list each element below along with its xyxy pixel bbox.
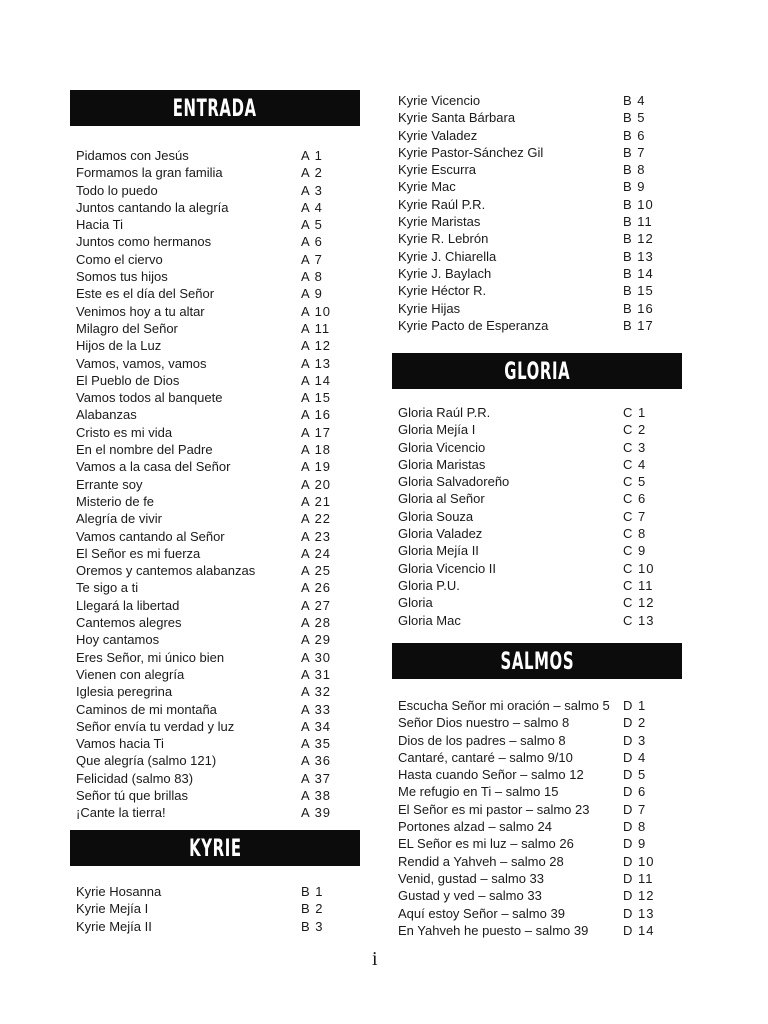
song-code: A 33 (301, 701, 332, 717)
song-row (76, 900, 360, 917)
song-row (76, 545, 360, 562)
song-row (398, 783, 682, 800)
song-row (398, 525, 682, 542)
song-title: Milagro del Señor (76, 320, 178, 336)
song-list-kyrie-continued (398, 92, 682, 334)
song-row (76, 631, 360, 648)
song-code: A 37 (301, 770, 332, 786)
song-title: Gloria Maristas (398, 456, 486, 472)
song-code: A 15 (301, 390, 332, 406)
song-title: En el nombre del Padre (76, 442, 213, 458)
song-code: C 4 (623, 456, 647, 472)
song-title: Gloria (398, 595, 433, 611)
song-title: Todo lo puedo (76, 182, 158, 198)
song-title: Portones alzad – salmo 24 (398, 819, 552, 835)
song-title: El Pueblo de Dios (76, 372, 180, 388)
song-title: Vamos a la casa del Señor (76, 459, 231, 475)
song-row (76, 406, 360, 423)
song-title: Kyrie R. Lebrón (398, 231, 489, 247)
song-code: A 8 (301, 269, 323, 285)
song-title: Señor Dios nuestro – salmo 8 (398, 715, 570, 731)
song-code: D 3 (623, 732, 647, 748)
song-title: Kyrie Hijas (398, 300, 461, 316)
song-code: C 6 (623, 491, 647, 507)
song-row (398, 853, 682, 870)
song-code: A 32 (301, 684, 332, 700)
song-title: Kyrie J. Chiarella (398, 248, 497, 264)
song-row (398, 766, 682, 783)
song-title: Llegará la libertad (76, 597, 180, 613)
song-title: Felicidad (salmo 83) (76, 770, 194, 786)
song-row (76, 735, 360, 752)
song-code: A 13 (301, 355, 332, 371)
song-title: Kyrie Hosanna (76, 884, 162, 899)
song-title: Gloria P.U. (398, 577, 460, 593)
song-code: B 10 (623, 196, 654, 212)
song-list-gloria (398, 404, 682, 629)
song-row (76, 804, 360, 821)
song-title: Venimos hoy a tu altar (76, 303, 205, 319)
song-code: A 25 (301, 563, 332, 579)
song-row (76, 233, 360, 250)
song-title: Cantemos alegres (76, 615, 182, 631)
song-code: A 28 (301, 615, 332, 631)
song-row (398, 560, 682, 577)
song-code: B 14 (623, 265, 654, 281)
song-title: Kyrie Valadez (398, 127, 478, 143)
song-code: B 9 (623, 179, 646, 195)
song-title: Señor envía tu verdad y luz (76, 718, 235, 734)
song-row (398, 887, 682, 904)
song-code: D 14 (623, 922, 655, 938)
song-code: C 3 (623, 439, 647, 455)
song-row (398, 835, 682, 852)
song-row (398, 161, 682, 178)
song-title: Vamos hacia Ti (76, 736, 164, 752)
song-code: C 5 (623, 474, 647, 490)
song-code: A 26 (301, 580, 332, 596)
song-row (398, 456, 682, 473)
song-code: A 7 (301, 251, 323, 267)
section-header-gloria (392, 353, 682, 389)
song-title: Hijos de la Luz (76, 338, 162, 354)
section-header-salmos (392, 643, 682, 679)
song-row (398, 127, 682, 144)
song-row (398, 473, 682, 490)
song-title: Gloria Salvadoreño (398, 474, 510, 490)
song-code: A 14 (301, 372, 332, 388)
song-code: D 5 (623, 767, 647, 783)
song-row (76, 251, 360, 268)
song-code: A 17 (301, 424, 332, 440)
song-title: Iglesia peregrina (76, 684, 173, 700)
song-title: Pidamos con Jesús (76, 148, 189, 163)
song-title: Gustad y ved – salmo 33 (398, 888, 542, 904)
song-title: Hasta cuando Señor – salmo 12 (398, 767, 584, 783)
song-code: C 13 (623, 612, 655, 628)
song-code: A 34 (301, 718, 332, 734)
song-title: Kyrie Mejía II (76, 918, 152, 934)
song-code: B 8 (623, 162, 646, 178)
song-title: Gloria Valadez (398, 526, 483, 542)
song-title: Juntos como hermanos (76, 234, 212, 250)
song-row (76, 372, 360, 389)
song-code: D 11 (623, 870, 654, 886)
song-code: A 38 (301, 787, 332, 803)
page-number: i (372, 948, 378, 970)
song-code: A 39 (301, 805, 332, 821)
song-row (76, 476, 360, 493)
song-code: B 16 (623, 300, 654, 316)
song-row (76, 164, 360, 181)
song-code: C 11 (623, 577, 654, 593)
song-code: D 8 (623, 819, 647, 835)
song-row (398, 542, 682, 559)
song-code: A 16 (301, 407, 332, 423)
song-code: B 2 (301, 901, 324, 917)
song-code: B 13 (623, 248, 654, 264)
song-title: Dios de los padres – salmo 8 (398, 732, 566, 748)
song-title: Kyrie Maristas (398, 214, 481, 230)
song-code: C 7 (623, 508, 647, 524)
song-title: Gloria Mejía I (398, 422, 476, 438)
song-row (398, 213, 682, 230)
song-row (398, 144, 682, 161)
song-code: D 1 (623, 698, 647, 713)
song-code: D 6 (623, 784, 647, 800)
song-row (76, 199, 360, 216)
song-row (398, 317, 682, 334)
song-title: Vamos, vamos, vamos (76, 355, 207, 371)
song-list-kyrie (76, 883, 360, 935)
section-header-entrada (70, 90, 360, 126)
song-code: B 6 (623, 127, 646, 143)
song-row (398, 230, 682, 247)
song-code: B 11 (623, 214, 653, 230)
song-title: Alabanzas (76, 407, 137, 423)
song-row (76, 683, 360, 700)
song-code: A 12 (301, 338, 332, 354)
song-title: Kyrie Mejía I (76, 901, 149, 917)
song-title: Venid, gustad – salmo 33 (398, 870, 544, 886)
song-row (76, 285, 360, 302)
song-code: D 7 (623, 801, 647, 817)
song-code: A 31 (301, 666, 332, 682)
song-code: B 1 (301, 884, 324, 899)
song-title: Gloria Souza (398, 508, 474, 524)
song-code: A 22 (301, 511, 332, 527)
song-row (398, 490, 682, 507)
song-title: Somos tus hijos (76, 269, 168, 285)
song-row (398, 508, 682, 525)
song-row (398, 594, 682, 611)
song-title: Gloria Vicencio (398, 439, 486, 455)
song-row (398, 922, 682, 939)
section-header-kyrie (70, 830, 360, 866)
song-title: Kyrie Pacto de Esperanza (398, 317, 549, 333)
song-code: A 18 (301, 442, 332, 458)
song-row (76, 718, 360, 735)
song-title: Errante soy (76, 476, 143, 492)
song-title: Kyrie Mac (398, 179, 456, 195)
song-title: Caminos de mi montaña (76, 701, 217, 717)
song-row (398, 697, 682, 714)
song-row (398, 612, 682, 629)
song-title: Hoy cantamos (76, 632, 160, 648)
song-code: A 6 (301, 234, 323, 250)
song-title: Juntos cantando la alegría (76, 199, 229, 215)
song-title: Kyrie Escurra (398, 162, 477, 178)
song-title: Señor tú que brillas (76, 787, 189, 803)
song-row (76, 510, 360, 527)
song-row (76, 666, 360, 683)
song-row (76, 579, 360, 596)
song-code: D 12 (623, 888, 655, 904)
song-title: Vienen con alegría (76, 666, 185, 682)
song-code: B 17 (623, 317, 654, 333)
song-row (398, 714, 682, 731)
song-row (76, 918, 360, 935)
song-title: ¡Cante la tierra! (76, 805, 166, 821)
song-code: A 1 (301, 148, 323, 163)
song-code: D 10 (623, 853, 655, 869)
song-title: Hacia Ti (76, 217, 123, 233)
song-code: C 9 (623, 543, 647, 559)
song-row (398, 732, 682, 749)
song-row (398, 178, 682, 195)
song-title: Kyrie Héctor R. (398, 283, 487, 299)
song-list-entrada (76, 147, 360, 822)
song-code: D 13 (623, 905, 655, 921)
song-row (76, 614, 360, 631)
song-row (398, 300, 682, 317)
song-code: D 2 (623, 715, 647, 731)
song-title: Kyrie Raúl P.R. (398, 196, 486, 212)
song-title: El Señor es mi pastor – salmo 23 (398, 801, 590, 817)
song-title: Gloria Raúl P.R. (398, 405, 491, 420)
song-code: A 29 (301, 632, 332, 648)
song-code: B 4 (623, 93, 646, 108)
section-title-salmos: SALMOS (500, 647, 574, 675)
song-title: Alegría de vivir (76, 511, 162, 527)
song-title: Rendid a Yahveh – salmo 28 (398, 853, 564, 869)
song-code: A 19 (301, 459, 332, 475)
song-code: A 4 (301, 199, 323, 215)
song-row (398, 870, 682, 887)
song-title: Vamos todos al banquete (76, 390, 223, 406)
song-code: C 2 (623, 422, 647, 438)
song-code: A 5 (301, 217, 323, 233)
song-row (76, 528, 360, 545)
song-row (76, 493, 360, 510)
song-row (398, 404, 682, 421)
song-title: Te sigo a ti (76, 580, 139, 596)
song-row (76, 389, 360, 406)
song-row (398, 905, 682, 922)
song-code: A 24 (301, 545, 332, 561)
section-title-entrada: ENTRADA (173, 94, 257, 122)
song-code: A 23 (301, 528, 332, 544)
song-code: A 20 (301, 476, 332, 492)
song-row (76, 320, 360, 337)
song-title: Kyrie Santa Bárbara (398, 110, 516, 126)
song-row (76, 147, 360, 164)
song-row (76, 597, 360, 614)
song-code: C 12 (623, 595, 655, 611)
song-row (398, 196, 682, 213)
song-code: C 1 (623, 405, 647, 420)
song-title: Aquí estoy Señor – salmo 39 (398, 905, 565, 921)
song-row (398, 577, 682, 594)
song-title: Este es el día del Señor (76, 286, 215, 302)
song-row (398, 749, 682, 766)
song-row (76, 701, 360, 718)
song-row (398, 265, 682, 282)
song-code: A 2 (301, 165, 323, 181)
section-title-kyrie: KYRIE (188, 834, 242, 862)
song-code: C 10 (623, 560, 655, 576)
song-row (398, 818, 682, 835)
song-row (76, 337, 360, 354)
song-row (76, 883, 360, 900)
song-title: Formamos la gran familia (76, 165, 223, 181)
song-row (76, 770, 360, 787)
song-row (76, 458, 360, 475)
song-code: A 10 (301, 303, 332, 319)
song-title: Escucha Señor mi oración – salmo 5 (398, 698, 610, 713)
song-code: B 15 (623, 283, 654, 299)
song-row (398, 92, 682, 109)
song-title: Kyrie J. Baylach (398, 265, 492, 281)
song-title: Oremos y cantemos alabanzas (76, 563, 256, 579)
song-title: Eres Señor, mi único bien (76, 649, 225, 665)
song-title: Me refugio en Ti – salmo 15 (398, 784, 559, 800)
song-row (398, 439, 682, 456)
song-row (76, 649, 360, 666)
song-row (76, 752, 360, 769)
song-row (76, 216, 360, 233)
song-code: A 30 (301, 649, 332, 665)
song-code: C 8 (623, 526, 647, 542)
song-row (398, 282, 682, 299)
song-title: Vamos cantando al Señor (76, 528, 225, 544)
song-title: Como el ciervo (76, 251, 163, 267)
song-title: Kyrie Vicencio (398, 93, 481, 108)
song-list-salmos (398, 697, 682, 939)
song-title: Que alegría (salmo 121) (76, 753, 217, 769)
song-title: Misterio de fe (76, 493, 155, 509)
song-code: D 4 (623, 749, 647, 765)
song-code: B 5 (623, 110, 646, 126)
song-row (76, 355, 360, 372)
song-row (76, 787, 360, 804)
song-title: Cristo es mi vida (76, 424, 173, 440)
song-code: A 27 (301, 597, 332, 613)
song-row (76, 182, 360, 199)
song-title: Cantaré, cantaré – salmo 9/10 (398, 749, 573, 765)
song-code: A 9 (301, 286, 323, 302)
section-title-gloria: GLORIA (503, 357, 571, 385)
song-row (398, 801, 682, 818)
song-title: El Señor es mi fuerza (76, 545, 201, 561)
song-code: A 21 (301, 493, 332, 509)
song-title: EL Señor es mi luz – salmo 26 (398, 836, 574, 852)
song-row (398, 421, 682, 438)
song-code: B 3 (301, 918, 324, 934)
song-title: Gloria Vicencio II (398, 560, 497, 576)
song-row (76, 303, 360, 320)
song-code: A 3 (301, 182, 323, 198)
song-title: Kyrie Pastor-Sánchez Gil (398, 144, 544, 160)
song-row (76, 424, 360, 441)
song-code: A 11 (301, 320, 331, 336)
song-code: A 36 (301, 753, 332, 769)
song-row (398, 248, 682, 265)
song-title: En Yahveh he puesto – salmo 39 (398, 922, 589, 938)
song-title: Gloria Mejía II (398, 543, 479, 559)
song-row (76, 441, 360, 458)
song-code: D 9 (623, 836, 647, 852)
song-code: B 12 (623, 231, 654, 247)
song-code: B 7 (623, 144, 646, 160)
song-row (76, 268, 360, 285)
song-code: A 35 (301, 736, 332, 752)
song-row (76, 562, 360, 579)
song-title: Gloria Mac (398, 612, 461, 628)
song-title: Gloria al Señor (398, 491, 485, 507)
song-row (398, 109, 682, 126)
